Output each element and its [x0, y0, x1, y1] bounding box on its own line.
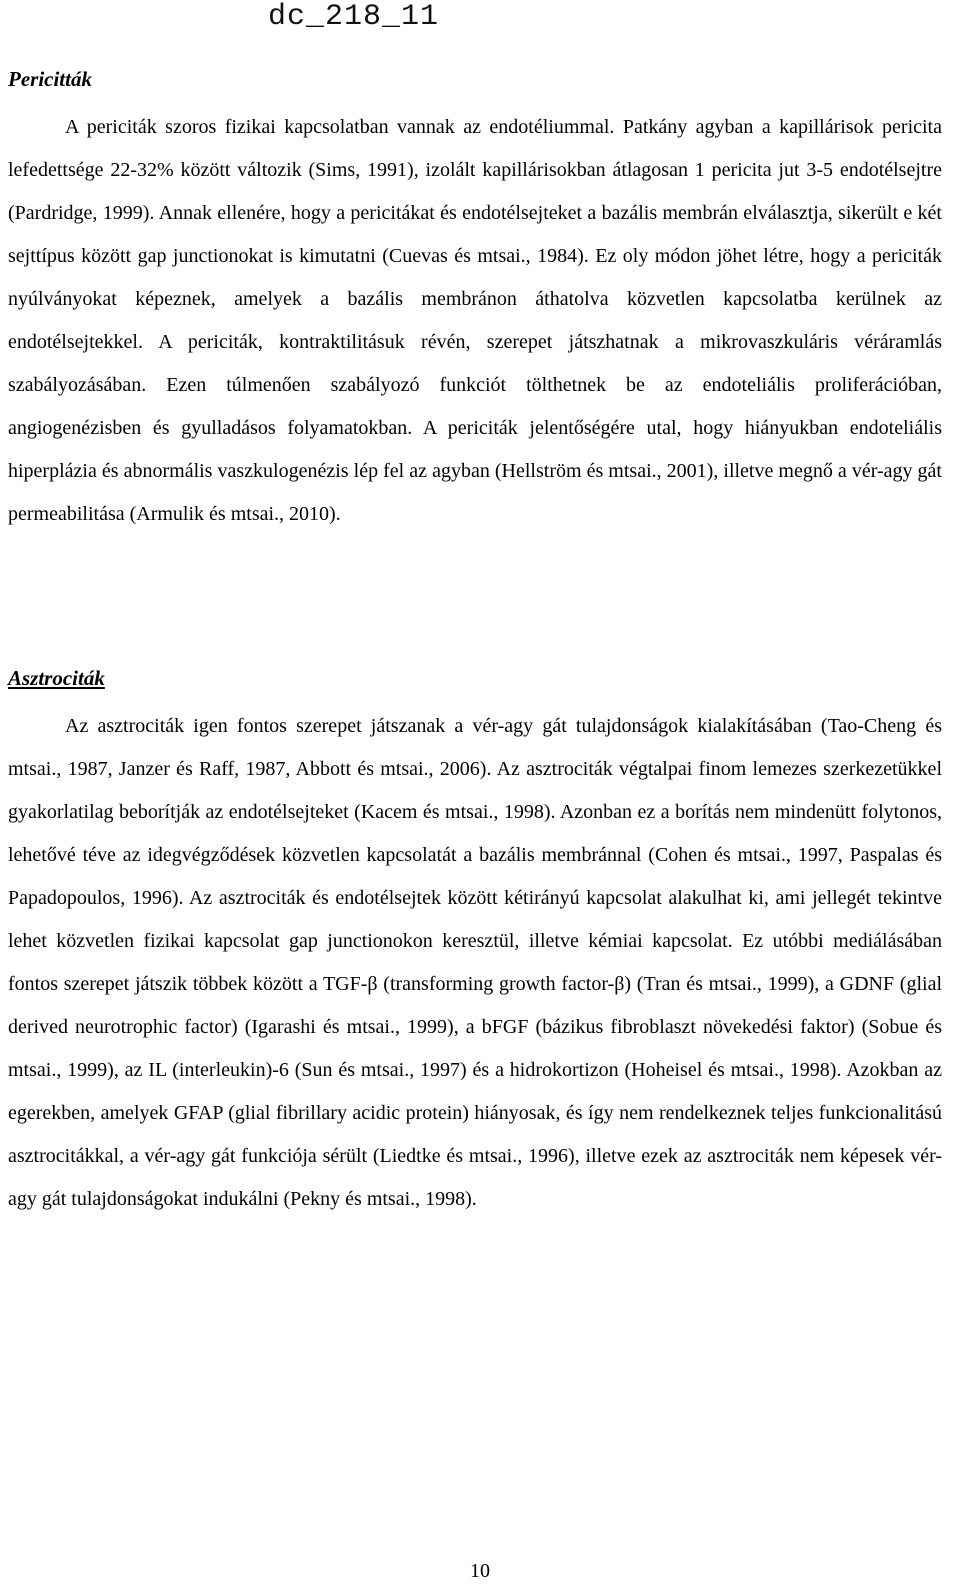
document-id-header: dc_218_11: [268, 0, 440, 34]
paragraph-pericitak: A periciták szoros fizikai kapcsolatban vannak az endotéliummal. Patkány agyban a kapillárisok pericita lefedettsége 22-32% között változik (Sims, 1991), izolált kapillárisokban átlagosan 1 pericita jut 3-5 endotélsejtre (Pardridge, 1999). Annak ellenére, hogy a pericitákat és endotélsejteket a bazális membrán elválasztja, sikerült e két sejttípus között gap junctionokat is kimutatni (Cuevas és mtsai., 1984). Ez oly módon jöhet létre, hogy a periciták nyúlványokat képeznek, amelyek a bazális membránon áthatolva közvetlen kapcsolatba kerülnek az endotélsejtekkel. A periciták, kontraktilitásuk révén, szerepet játszhatnak a mikrovaszkuláris véráramlás szabályozásában. Ezen túlmenően szabályozó funkciót tölthetnek be az endoteliális proliferációban, angiogenézisben és gyulladásos folyamatokban. A periciták jelentőségére utal, hogy hiányukban endoteliális hiperplázia és abnormális vaszkulogenézis lép fel az agyban (Hellström és mtsai., 2001), illetve megnő a vér-agy gát permeabilitása (Armulik és mtsai., 2010).: [8, 116, 942, 525]
section-pericitak: [8, 64, 942, 536]
page-number: 10: [470, 1560, 490, 1582]
section-heading-pericitak: Pericitták: [8, 67, 92, 91]
paragraph-asztrocitak: Az asztrociták igen fontos szerepet játszanak a vér-agy gát tulajdonságok kialakításában (Tao-Cheng és mtsai., 1987, Janzer és Raff, 1987, Abbott és mtsai., 2006). Az asztrociták végtalpai finom lemezes szerkezetükkel gyakorlatilag beborítják az endotélsejteket (Kacem és mtsai., 1998). Azonban ez a borítás nem mindenütt folytonos, lehetővé téve az idegvégződések közvetlen kapcsolatát a bazális membránnal (Cohen és mtsai., 1997, Paspalas és Papadopoulos, 1996). Az asztrociták és endotélsejtek között kétirányú kapcsolat alakulhat ki, ami jellegét tekintve lehet közvetlen fizikai kapcsolat gap junctionokon keresztül, illetve kémiai kapcsolat. Ez utóbbi mediálásában fontos szerepet játszik többek között a TGF-β (transforming growth factor-β) (Tran és mtsai., 1999), a GDNF (glial derived neurotrophic factor) (Igarashi és mtsai., 1999), a bFGF (bázikus fibroblaszt növekedési faktor) (Sobue és mtsai., 1999), az IL (interleukin)-6 (Sun és mtsai., 1997) és a hidrokortizon (Hoheisel és mtsai., 1998). Azokban az egerekben, amelyek GFAP (glial fibrillary acidic protein) hiányosak, és így nem rendelkeznek teljes funkcionalitású asztrocitákkal, a vér-agy gát funkciója sérült (Liedtke és mtsai., 1996), illetve ezek az asztrociták nem képesek vér-agy gát tulajdonságokat indukálni (Pekny és mtsai., 1998).: [8, 715, 942, 1210]
section-heading-asztrocitak: Asztrociták: [8, 666, 105, 690]
section-asztrocitak: [8, 663, 942, 1221]
